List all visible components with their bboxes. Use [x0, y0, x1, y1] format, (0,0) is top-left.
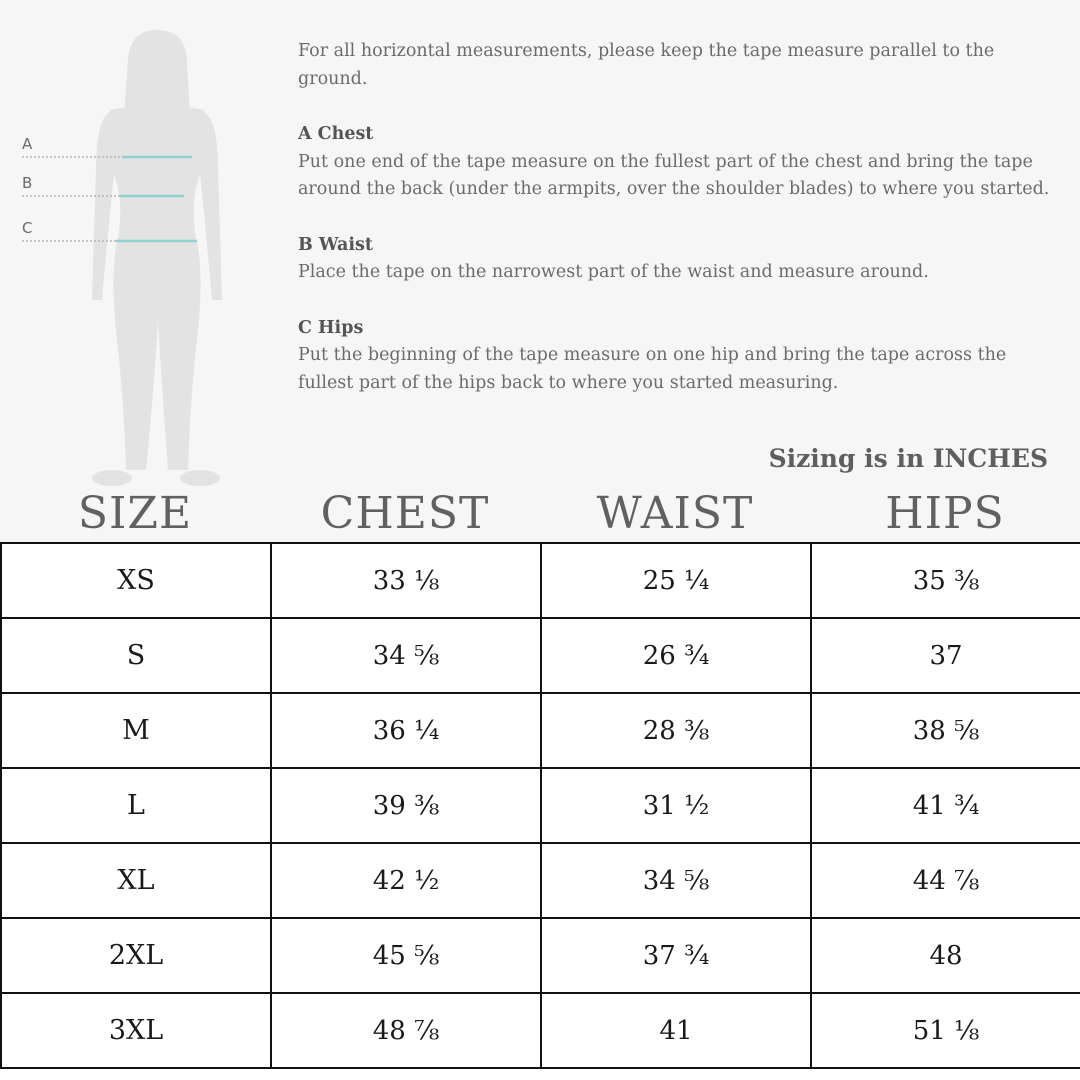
body-figure-illustration [0, 0, 280, 500]
chest-marker-label: A [22, 135, 33, 153]
hips-cell: 37 [811, 618, 1080, 693]
hips-marker-label: C [22, 219, 33, 237]
measurement-instructions [298, 38, 1058, 397]
units-note: Sizing is in INCHES [768, 444, 1048, 473]
hips-heading: C Hips [298, 317, 364, 338]
table-row [1, 618, 1080, 693]
hips-cell: 35 ⅜ [811, 543, 1080, 618]
chest-instruction [298, 121, 1058, 204]
hips-cell: 44 ⅞ [811, 843, 1080, 918]
chest-cell: 34 ⅝ [271, 618, 541, 693]
hips-cell: 38 ⅝ [811, 693, 1080, 768]
header-waist: WAIST [596, 488, 754, 539]
hips-cell: 51 ⅛ [811, 993, 1080, 1068]
waist-instruction [298, 232, 1058, 287]
chest-cell: 36 ¼ [271, 693, 541, 768]
table-row [1, 843, 1080, 918]
body-silhouette-icon [0, 0, 280, 500]
table-row [1, 918, 1080, 993]
chest-cell: 39 ⅜ [271, 768, 541, 843]
waist-cell: 34 ⅝ [541, 843, 811, 918]
size-cell: 3XL [1, 993, 271, 1068]
size-table [0, 542, 1080, 1069]
chest-cell: 45 ⅝ [271, 918, 541, 993]
table-row [1, 993, 1080, 1068]
size-cell: S [1, 618, 271, 693]
chest-cell: 42 ½ [271, 843, 541, 918]
waist-text: Place the tape on the narrowest part of the waist and measure around. [298, 262, 929, 282]
hips-instruction [298, 315, 1058, 398]
size-cell: XL [1, 843, 271, 918]
chest-heading: A Chest [298, 124, 374, 144]
chest-cell: 33 ⅛ [271, 543, 541, 618]
chest-cell: 48 ⅞ [271, 993, 541, 1068]
waist-cell: 25 ¼ [541, 543, 811, 618]
waist-cell: 31 ½ [541, 768, 811, 843]
table-row [1, 768, 1080, 843]
hips-text: Put the beginning of the tape measure on one hip and bring the tape across the fullest part of the hips back to where you started measuring. [298, 345, 1007, 393]
waist-cell: 37 ¾ [541, 918, 811, 993]
hips-cell: 48 [811, 918, 1080, 993]
waist-cell: 28 ⅜ [541, 693, 811, 768]
waist-cell: 41 [541, 993, 811, 1068]
header-hips: HIPS [885, 488, 1005, 539]
intro-text: For all horizontal measurements, please keep the tape measure parallel to the ground. [298, 41, 995, 89]
header-size: SIZE [77, 488, 193, 539]
waist-cell: 26 ¾ [541, 618, 811, 693]
size-cell: L [1, 768, 271, 843]
size-cell: M [1, 693, 271, 768]
waist-heading: B Waist [298, 234, 373, 255]
table-row [1, 543, 1080, 618]
header-chest: CHEST [320, 488, 490, 539]
size-cell: 2XL [1, 918, 271, 993]
size-cell: XS [1, 543, 271, 618]
chest-text: Put one end of the tape measure on the fullest part of the chest and bring the tape around the back (under the armpits, over the shoulder blades) to where you started. [298, 151, 1050, 199]
hips-cell: 41 ¾ [811, 768, 1080, 843]
table-row [1, 693, 1080, 768]
waist-marker-label: B [22, 174, 33, 192]
